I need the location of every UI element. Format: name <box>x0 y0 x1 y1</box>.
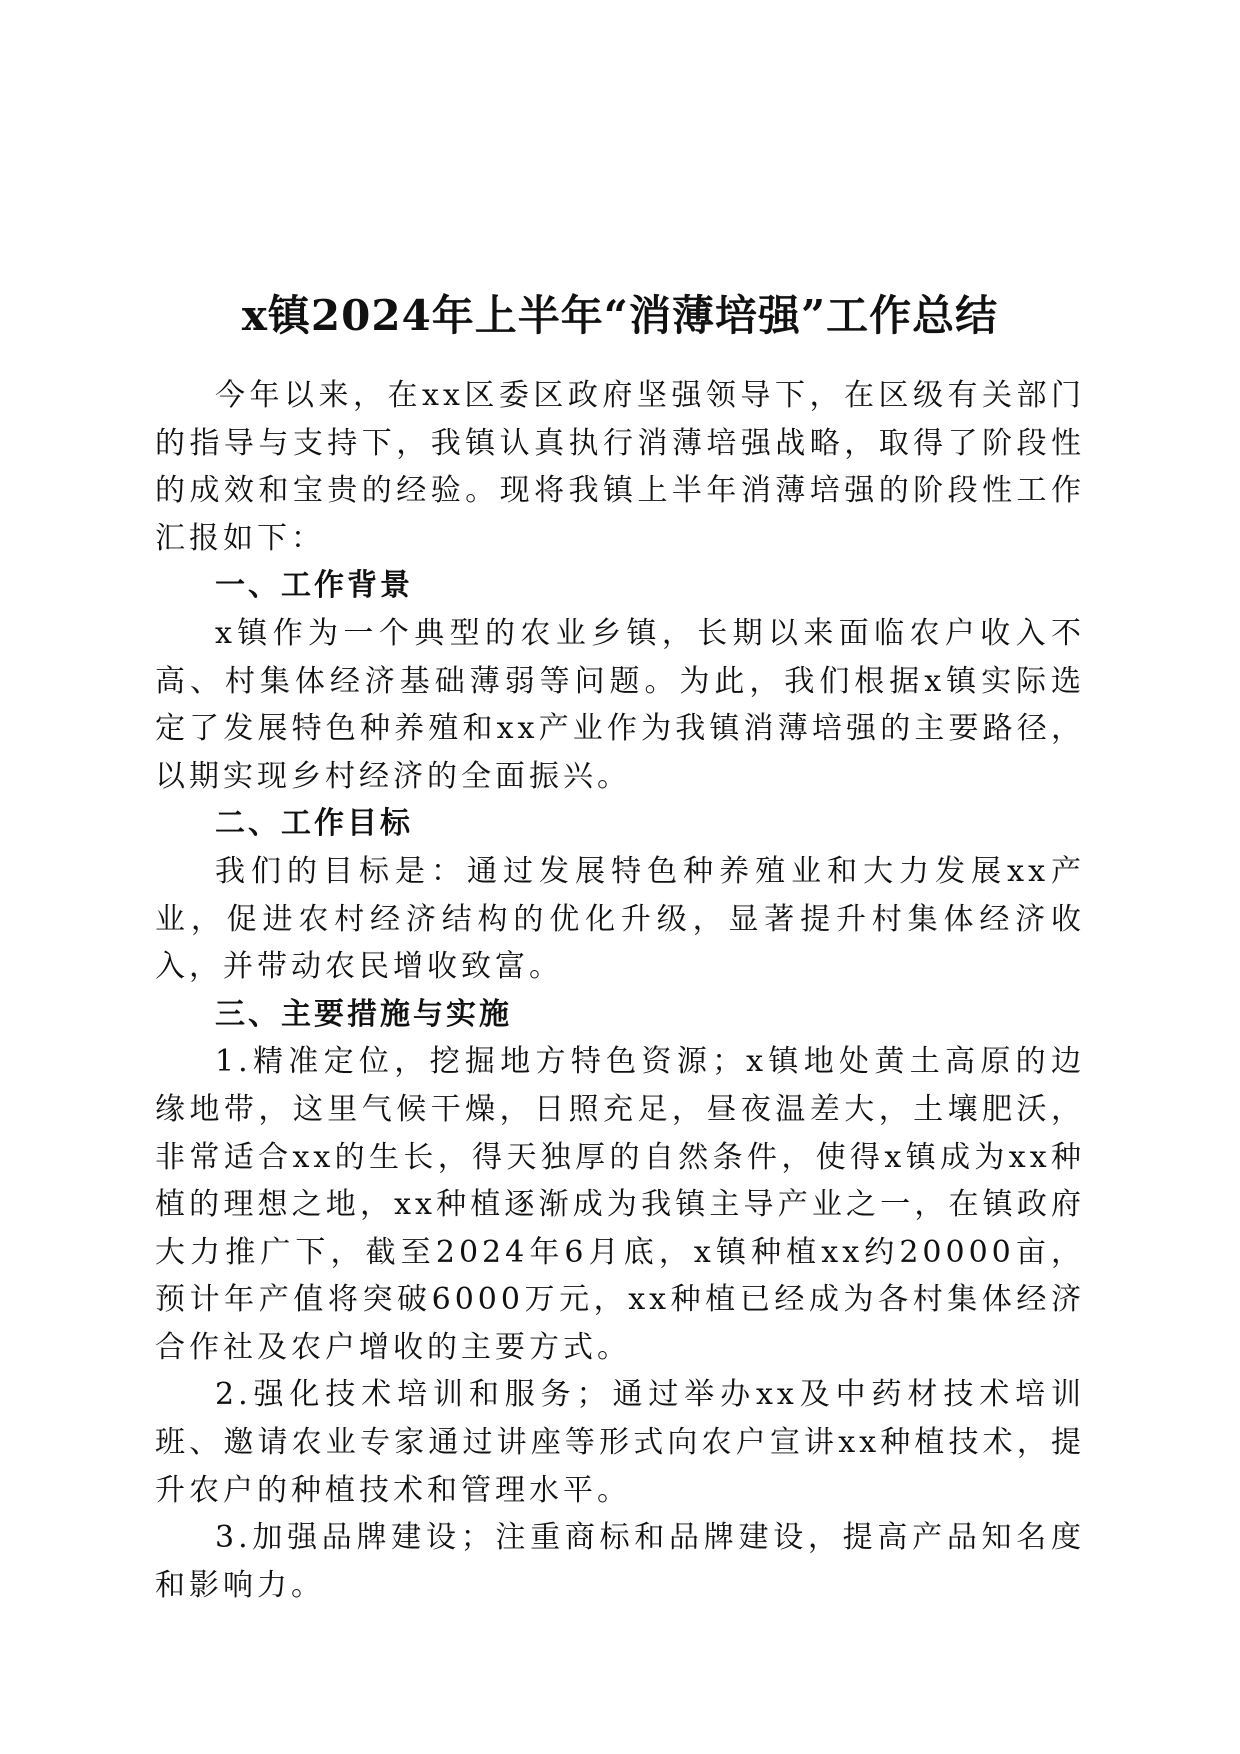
measure-paragraph-2: 2.强化技术培训和服务；通过举办xx及中药材技术培训班、邀请农业专家通过讲座等形式向农户宣讲xx种植技术，提升农户的种植技术和管理水平。 <box>155 1377 1085 1508</box>
background-paragraph: x镇作为一个典型的农业乡镇，长期以来面临农户收入不高、村集体经济基础薄弱等问题。为此，我们根据x镇实际选定了发展特色种养殖和xx产业作为我镇消薄培强的主要路径，以期实现乡村经济的全面振兴。 <box>155 615 1085 794</box>
measure-paragraph-3: 3.加强品牌建设；注重商标和品牌建设，提高产品知名度和影响力。 <box>155 1520 1085 1603</box>
goals-paragraph: 我们的目标是：通过发展特色种养殖业和大力发展xx产业，促进农村经济结构的优化升级，显著提升村集体经济收入，并带动农民增收致富。 <box>155 853 1085 985</box>
section-heading-background: 一、工作背景 <box>215 568 413 604</box>
section-heading-measures: 三、主要措施与实施 <box>215 996 512 1032</box>
document-title: x镇2024年上半年“消薄培强”工作总结 <box>241 291 999 341</box>
intro-paragraph: 今年以来，在xx区委区政府坚强领导下，在区级有关部门的指导与支持下，我镇认真执行消薄培强战略，取得了阶段性的成效和宝贵的经验。现将我镇上半年消薄培强的阶段性工作汇报如下： <box>155 378 1085 556</box>
document-body <box>155 372 1085 1609</box>
section-heading-goals: 二、工作目标 <box>215 806 413 842</box>
measure-paragraph-1: 1.精准定位，挖掘地方特色资源；x镇地处黄土高原的边缘地带，这里气候干燥，日照充足，昼夜温差大，土壤肥沃，非常适合xx的生长，得天独厚的自然条件，使得x镇成为xx种植的理想之地，xx种植逐渐成为我镇主导产业之一，在镇政府大力推广下，截至2024年6月底，x镇种植xx约20000亩，预计年产值将突破6000万元，xx种植已经成为各村集体经济合作社及农户增收的主要方式。 <box>155 1044 1085 1365</box>
